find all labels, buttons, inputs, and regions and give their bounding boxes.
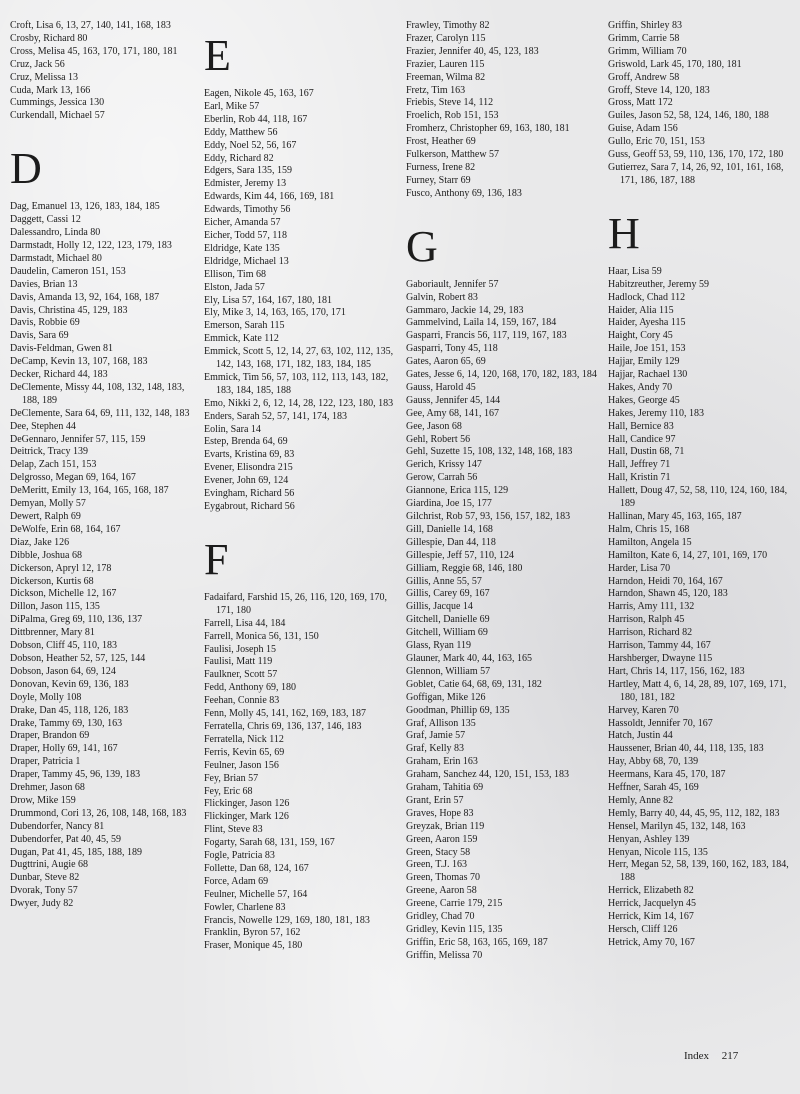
index-entry: DeClemente, Sara 64, 69, 111, 132, 148, 183 [10, 407, 190, 419]
index-entry: Graham, Erin 163 [406, 756, 478, 768]
index-entry: Davis, Sara 69 [10, 330, 69, 342]
index-entry: Guss, Geoff 53, 59, 110, 136, 170, 172, 180 [608, 149, 784, 161]
index-entry: Glennon, William 57 [406, 665, 491, 677]
index-entry: Emmick, Kate 112 [204, 333, 279, 345]
index-entry: Edwards, Kim 44, 166, 169, 181 [204, 191, 335, 203]
index-entry: Fogarty, Sarah 68, 131, 159, 167 [204, 837, 335, 849]
index-entry: Enders, Sarah 52, 57, 141, 174, 183 [204, 410, 348, 422]
index-entry: Flint, Steve 83 [204, 824, 263, 836]
index-entry: Hajjar, Rachael 130 [608, 369, 688, 381]
index-entry: Draper, Brandon 69 [10, 730, 90, 742]
index-entry: Graf, Allison 135 [406, 717, 476, 729]
index-entry: Henyan, Nicole 115, 135 [608, 846, 708, 858]
index-entry: Eygabrout, Richard 56 [204, 501, 295, 512]
index-entry: Fromherz, Christopher 69, 163, 180, 181 [406, 123, 570, 135]
index-entry: Freeman, Wilma 82 [406, 71, 486, 83]
index-entry: Dunbar, Steve 82 [10, 872, 80, 884]
index-entry: Fraser, Monique 45, 180 [204, 940, 303, 952]
index-entry: Frawley, Timothy 82 [406, 20, 490, 31]
index-entry: Davis, Robbie 69 [10, 317, 80, 329]
index-entry: Davies, Brian 13 [10, 278, 78, 290]
index-entry: Haider, Ayesha 115 [608, 317, 686, 329]
index-entry: Ellison, Tim 68 [204, 268, 266, 280]
index-entry: Eddy, Richard 82 [204, 152, 274, 164]
index-entry: Hakes, Andy 70 [608, 381, 673, 393]
index-entry: Gates, Aaron 65, 69 [406, 356, 486, 368]
index-entry: DeGennaro, Jennifer 57, 115, 159 [10, 433, 146, 445]
index-entry: Franklin, Byron 57, 162 [204, 927, 301, 939]
index-entry: Goodman, Phillip 69, 135 [406, 704, 510, 716]
index-entry: Fadaifard, Farshid 15, 26, 116, 120, 169, 170, 171, 180 [204, 591, 387, 616]
index-entry: Giardina, Joe 15, 177 [406, 498, 492, 510]
index-entry: Graf, Kelly 83 [406, 743, 465, 755]
index-entry: Greyzak, Brian 119 [406, 820, 485, 832]
index-entry: Hakes, Jeremy 110, 183 [608, 407, 704, 419]
index-entry: DeWolfe, Erin 68, 164, 167 [10, 523, 121, 535]
page-footer [684, 1050, 748, 1062]
index-entry: Gillespie, Jeff 57, 110, 124 [406, 549, 515, 561]
index-column-2 [204, 20, 402, 953]
index-entry: Delgrosso, Megan 69, 164, 167 [10, 472, 136, 484]
index-entry: Ely, Mike 3, 14, 163, 165, 170, 171 [204, 307, 346, 319]
index-entry: Hamilton, Kate 6, 14, 27, 101, 169, 170 [608, 549, 768, 561]
section-letter: D [10, 144, 42, 194]
index-entry: Fusco, Anthony 69, 136, 183 [406, 187, 522, 199]
index-entry: Griffin, Melissa 70 [406, 949, 483, 961]
index-entry: Emmick, Tim 56, 57, 103, 112, 113, 143, 182, 183, 184, 185, 188 [204, 371, 389, 396]
index-entry: Gridley, Kevin 115, 135 [406, 924, 503, 935]
index-entry: Harndon, Shawn 45, 120, 183 [608, 588, 728, 600]
index-entry: Emerson, Sarah 115 [204, 320, 285, 332]
index-entry: Darmstadt, Holly 12, 122, 123, 179, 183 [10, 239, 172, 251]
index-entry: Francis, Nowelle 129, 169, 180, 181, 183 [204, 914, 370, 926]
index-entry: Harrison, Richard 82 [608, 627, 693, 639]
index-entry: Frazier, Jennifer 40, 45, 123, 183 [406, 45, 539, 57]
index-entry: Curkendall, Michael 57 [10, 110, 105, 122]
index-entry: Demyan, Molly 57 [10, 498, 86, 510]
index-entry: Haile, Joe 151, 153 [608, 343, 686, 355]
index-entry: Grimm, William 70 [608, 45, 687, 57]
index-entry: Ferratella, Chris 69, 136, 137, 146, 183 [204, 720, 362, 732]
index-entry: Gammaro, Jackie 14, 29, 183 [406, 304, 524, 316]
index-entry: Eldridge, Michael 13 [204, 255, 289, 267]
index-entry: Gillis, Jacque 14 [406, 601, 473, 613]
index-entry: Fedd, Anthony 69, 180 [204, 682, 296, 694]
index-entry: Gill, Danielle 14, 168 [406, 523, 493, 535]
index-entry: Evener, Elisondra 215 [204, 462, 293, 474]
index-entry: Eddy, Matthew 56 [204, 126, 278, 138]
index-entry: Estep, Brenda 64, 69 [204, 436, 288, 448]
index-entry: Gee, Amy 68, 141, 167 [406, 407, 500, 419]
index-entry: Hamilton, Angela 15 [608, 536, 692, 548]
index-entry: Green, Aaron 159 [406, 833, 478, 845]
index-entry: Eicher, Todd 57, 118 [204, 229, 288, 241]
index-entry: Gitchell, Danielle 69 [406, 614, 490, 626]
index-entry: Gross, Matt 172 [608, 97, 673, 109]
index-entry: Draper, Tammy 45, 96, 139, 183 [10, 769, 141, 781]
index-entry: Hall, Candice 97 [608, 433, 676, 445]
index-entry: Gillis, Carey 69, 167 [406, 588, 490, 600]
index-entry: Gehl, Robert 56 [406, 433, 471, 445]
index-entry: Giannone, Erica 115, 129 [406, 485, 509, 497]
index-entry: Dubendorfer, Pat 40, 45, 59 [10, 833, 121, 845]
index-entry: Hemly, Barry 40, 44, 45, 95, 112, 182, 183 [608, 807, 780, 819]
index-entry: Halm, Chris 15, 168 [608, 523, 690, 535]
index-entry: Greene, Aaron 58 [406, 885, 477, 897]
index-entry: Davis-Feldman, Gwen 81 [10, 343, 114, 355]
index-entry: Herr, Megan 52, 58, 139, 160, 162, 183, 184, 188 [608, 859, 789, 884]
index-entry: Herrick, Jacquelyn 45 [608, 898, 697, 910]
index-entry: Hall, Kristin 71 [608, 472, 671, 484]
index-entry: Green, T.J. 163 [406, 859, 468, 871]
index-entry: Heermans, Kara 45, 170, 187 [608, 769, 726, 781]
index-entry: Grant, Erin 57 [406, 794, 464, 806]
index-entry: Glauner, Mark 40, 44, 163, 165 [406, 652, 532, 664]
index-entry: Goblet, Catie 64, 68, 69, 131, 182 [406, 678, 542, 690]
index-entry: Habitzreuther, Jeremy 59 [608, 278, 709, 290]
index-entry: Eberlin, Rob 44, 118, 167 [204, 113, 308, 125]
index-entry: Herrick, Kim 14, 167 [608, 911, 694, 923]
index-entry: DiPalma, Greg 69, 110, 136, 137 [10, 614, 143, 626]
index-entry: Herrick, Elizabeth 82 [608, 885, 694, 897]
index-entry: Edmister, Jeremy 13 [204, 178, 287, 190]
index-entry: Gehl, Suzette 15, 108, 132, 148, 168, 183 [406, 446, 573, 458]
index-entry: Graf, Jamie 57 [406, 730, 466, 742]
index-entry: Ferris, Kevin 65, 69 [204, 746, 285, 758]
index-entry: Harndon, Heidi 70, 164, 167 [608, 575, 723, 587]
index-entry: Frazier, Lauren 115 [406, 58, 485, 70]
index-entry: Hassoldt, Jennifer 70, 167 [608, 717, 713, 729]
index-entry: Galvin, Robert 83 [406, 291, 478, 303]
index-entry: Dickerson, Kurtis 68 [10, 575, 94, 587]
index-entry: Diaz, Jake 126 [10, 536, 70, 548]
index-column-1 [10, 20, 200, 911]
index-entry: Guiles, Jason 52, 58, 124, 146, 180, 188 [608, 110, 769, 122]
index-entry: Farrell, Monica 56, 131, 150 [204, 630, 319, 642]
index-entry: Davis, Christina 45, 129, 183 [10, 304, 128, 316]
index-entry: Harrison, Tammy 44, 167 [608, 640, 711, 652]
index-entry: Faulkner, Scott 57 [204, 669, 278, 681]
index-entry: Drummond, Cori 13, 26, 108, 148, 168, 183 [10, 807, 187, 819]
index-entry: Elston, Jada 57 [204, 281, 265, 293]
index-entry: Dugan, Pat 41, 45, 185, 188, 189 [10, 846, 142, 858]
index-entry: Fowler, Charlene 83 [204, 901, 286, 913]
index-entry: Haar, Lisa 59 [608, 265, 662, 277]
index-entry: Fretz, Tim 163 [406, 84, 466, 96]
index-entry: Haussener, Brian 40, 44, 118, 135, 183 [608, 743, 764, 755]
index-entry: Eagen, Nikole 45, 163, 167 [204, 88, 314, 99]
index-entry: Gillespie, Dan 44, 118 [406, 536, 496, 548]
index-entry: Feulner, Michelle 57, 164 [204, 888, 308, 900]
index-entry: Hartley, Matt 4, 6, 14, 28, 89, 107, 169, 171, 180, 181, 182 [608, 678, 787, 703]
index-entry: Dwyer, Judy 82 [10, 898, 74, 910]
index-entry: DeCamp, Kevin 13, 107, 168, 183 [10, 356, 148, 368]
index-entry: Donovan, Kevin 69, 136, 183 [10, 678, 129, 690]
index-entry: Goffigan, Mike 126 [406, 691, 486, 703]
index-entry: Dickson, Michelle 12, 167 [10, 588, 117, 600]
index-entry: Davis, Amanda 13, 92, 164, 168, 187 [10, 291, 160, 303]
index-entry: Heffner, Sarah 45, 169 [608, 782, 699, 794]
index-entry: Harder, Lisa 70 [608, 562, 671, 574]
index-entry: Hakes, George 45 [608, 394, 680, 406]
index-entry: Drake, Dan 45, 118, 126, 183 [10, 704, 129, 716]
index-entry: Gaboriault, Jennifer 57 [406, 278, 499, 290]
index-entry: Frost, Heather 69 [406, 136, 476, 148]
index-entry: Dickerson, Apryl 12, 178 [10, 562, 112, 574]
index-entry: Hall, Jeffrey 71 [608, 459, 671, 471]
index-entry: Ferratella, Nick 112 [204, 733, 284, 745]
index-entry: Flickinger, Jason 126 [204, 798, 290, 810]
index-entry: Hersch, Cliff 126 [608, 924, 678, 935]
index-entry: Dillon, Jason 115, 135 [10, 601, 100, 613]
index-entry: Gitchell, William 69 [406, 627, 488, 639]
index-entry: Dalessandro, Linda 80 [10, 227, 101, 239]
index-entry: Fey, Eric 68 [204, 785, 253, 797]
index-entry: Gasparri, Francis 56, 117, 119, 167, 183 [406, 330, 567, 342]
index-entry: Green, Thomas 70 [406, 872, 480, 884]
index-entry: Grimm, Carrie 58 [608, 32, 680, 44]
index-entry: Emo, Nikki 2, 6, 12, 14, 28, 122, 123, 180, 183 [204, 397, 394, 409]
index-column-3 [406, 20, 604, 963]
index-entry: Fey, Brian 57 [204, 772, 259, 784]
index-entry: Hensel, Marilyn 45, 132, 148, 163 [608, 820, 746, 832]
index-entry: Groff, Andrew 58 [608, 71, 680, 83]
index-entry: Dittbrenner, Mary 81 [10, 627, 95, 639]
index-entry: Gridley, Chad 70 [406, 911, 475, 923]
index-entry: Farrell, Lisa 44, 184 [204, 617, 286, 629]
index-entry: Dobson, Cliff 45, 110, 183 [10, 640, 117, 652]
index-entry: Draper, Patricia 1 [10, 756, 81, 768]
index-entry: Gauss, Jennifer 45, 144 [406, 394, 501, 406]
index-entry: Dee, Stephen 44 [10, 420, 76, 432]
index-entry: Force, Adam 69 [204, 875, 269, 887]
index-entry: Gasparri, Tony 45, 118 [406, 343, 498, 355]
index-entry: Greene, Carrie 179, 215 [406, 898, 503, 910]
index-entry: Hall, Bernice 83 [608, 420, 674, 432]
index-entry: Fulkerson, Matthew 57 [406, 149, 500, 161]
index-entry: Drehmer, Jason 68 [10, 782, 85, 794]
index-entry: DeClemente, Missy 44, 108, 132, 148, 183, 188, 189 [10, 381, 185, 406]
index-entry: Hallinan, Mary 45, 163, 165, 187 [608, 511, 742, 522]
index-entry: Cross, Melisa 45, 163, 170, 171, 180, 181 [10, 45, 178, 57]
index-column-4 [608, 20, 798, 950]
index-entry: Flickinger, Mark 126 [204, 811, 289, 823]
index-entry: Earl, Mike 57 [204, 100, 260, 112]
index-entry: Gilchrist, Rob 57, 93, 156, 157, 182, 183 [406, 511, 571, 522]
index-entry: Hetrick, Amy 70, 167 [608, 936, 695, 948]
index-entry: Evener, John 69, 124 [204, 475, 289, 487]
index-entry: Feehan, Connie 83 [204, 695, 280, 707]
index-entry: Dvorak, Tony 57 [10, 885, 78, 897]
index-entry: Hall, Dustin 68, 71 [608, 446, 685, 458]
section-letter: F [204, 534, 229, 584]
index-entry: Green, Stacy 58 [406, 846, 471, 858]
index-entry: DeMeritt, Emily 13, 164, 165, 168, 187 [10, 485, 169, 497]
index-entry: Faulisi, Matt 119 [204, 656, 273, 668]
index-entry: Dobson, Heather 52, 57, 125, 144 [10, 652, 146, 664]
index-entry: Eicher, Amanda 57 [204, 217, 281, 229]
index-entry: Fenn, Molly 45, 141, 162, 169, 183, 187 [204, 708, 366, 720]
index-entry: Henyan, Ashley 139 [608, 833, 690, 845]
index-entry: Glass, Ryan 119 [406, 640, 472, 652]
index-entry: Evingham, Richard 56 [204, 488, 295, 500]
index-entry: Furness, Irene 82 [406, 161, 476, 173]
index-entry: Daudelin, Cameron 151, 153 [10, 265, 126, 277]
index-entry: Hadlock, Chad 112 [608, 291, 686, 303]
index-entry: Drow, Mike 159 [10, 794, 76, 806]
index-entry: Dobson, Jason 64, 69, 124 [10, 665, 116, 677]
index-entry: Gillis, Anne 55, 57 [406, 575, 482, 587]
index-entry: Edgers, Sara 135, 159 [204, 165, 293, 177]
index-entry: Feulner, Jason 156 [204, 759, 279, 771]
index-entry: Decker, Richard 44, 183 [10, 369, 108, 381]
index-entry: Doyle, Molly 108 [10, 691, 82, 703]
index-entry: Gammelvind, Laila 14, 159, 167, 184 [406, 317, 557, 329]
index-entry: Haider, Alia 115 [608, 304, 674, 316]
index-entry: Cruz, Jack 56 [10, 58, 65, 70]
index-entry: Gutierrez, Sara 7, 14, 26, 92, 101, 161, 168, 171, 186, 187, 188 [608, 161, 784, 186]
index-entry: Griswold, Lark 45, 170, 180, 181 [608, 58, 742, 70]
index-entry: Evarts, Kristina 69, 83 [204, 449, 295, 461]
index-entry: Cummings, Jessica 130 [10, 97, 105, 109]
index-entry: Harris, Amy 111, 132 [608, 601, 695, 613]
index-entry: Faulisi, Joseph 15 [204, 643, 276, 655]
index-entry: Dugttrini, Augie 68 [10, 859, 89, 871]
index-entry: Hallett, Doug 47, 52, 58, 110, 124, 160, 184, 189 [608, 485, 788, 510]
index-entry: Griffin, Shirley 83 [608, 20, 682, 31]
index-entry: Gerich, Krissy 147 [406, 459, 482, 471]
index-entry: Deitrick, Tracy 139 [10, 446, 89, 458]
index-entry: Dag, Emanuel 13, 126, 183, 184, 185 [10, 201, 160, 213]
index-entry: Eddy, Noel 52, 56, 167 [204, 139, 297, 151]
index-entry: Croft, Lisa 6, 13, 27, 140, 141, 168, 183 [10, 20, 171, 31]
section-letter: H [608, 208, 640, 258]
index-entry: Gates, Jesse 6, 14, 120, 168, 170, 182, 183, 184 [406, 369, 597, 381]
index-entry: Froelich, Rob 151, 153 [406, 110, 499, 122]
index-entry: Ely, Lisa 57, 164, 167, 180, 181 [204, 294, 332, 306]
index-entry: Gee, Jason 68 [406, 420, 462, 432]
index-entry: Cruz, Melissa 13 [10, 71, 79, 83]
index-entry: Dibble, Joshua 68 [10, 549, 82, 561]
index-entry: Crosby, Richard 80 [10, 32, 88, 44]
index-entry: Gauss, Harold 45 [406, 381, 476, 393]
index-entry: Dewert, Ralph 69 [10, 511, 81, 522]
index-entry: Emmick, Scott 5, 12, 14, 27, 63, 102, 112, 135, 142, 143, 168, 171, 182, 183, 184, 185 [204, 346, 394, 371]
index-entry: Fogle, Patricia 83 [204, 850, 275, 862]
index-entry: Hatch, Justin 44 [608, 730, 673, 742]
index-entry: Frazer, Carolyn 115 [406, 32, 486, 44]
index-entry: Edwards, Timothy 56 [204, 204, 291, 216]
index-entry: Griffin, Eric 58, 163, 165, 169, 187 [406, 936, 548, 948]
index-entry: Gerow, Carrah 56 [406, 472, 478, 484]
index-entry: Harshberger, Dwayne 115 [608, 652, 713, 664]
index-entry: Darmstadt, Michael 80 [10, 252, 102, 264]
index-entry: Harvey, Karen 70 [608, 704, 679, 716]
index-entry: Guise, Adam 156 [608, 123, 678, 135]
index-entry: Groff, Steve 14, 120, 183 [608, 84, 710, 96]
footer-label: Index [684, 1050, 710, 1062]
index-entry: Harrison, Ralph 45 [608, 614, 685, 626]
index-entry: Eldridge, Kate 135 [204, 242, 280, 254]
index-entry: Hart, Chris 14, 117, 156, 162, 183 [608, 665, 745, 677]
index-entry: Daggett, Cassi 12 [10, 214, 81, 226]
index-entry: Drake, Tammy 69, 130, 163 [10, 717, 123, 729]
index-entry: Dubendorfer, Nancy 81 [10, 820, 105, 832]
index-entry: Furney, Starr 69 [406, 174, 471, 186]
index-entry: Gilliam, Reggie 68, 146, 180 [406, 562, 523, 574]
index-entry: Follette, Dan 68, 124, 167 [204, 862, 309, 874]
index-entry: Friebis, Steve 14, 112 [406, 97, 494, 109]
index-entry: Hemly, Anne 82 [608, 794, 674, 806]
index-entry: Haight, Cory 45 [608, 330, 673, 342]
index-entry: Draper, Holly 69, 141, 167 [10, 743, 118, 755]
index-entry: Cuda, Mark 13, 166 [10, 84, 91, 96]
page-number: 217 [721, 1050, 739, 1062]
index-entry: Delap, Zach 151, 153 [10, 459, 97, 471]
index-entry: Hajjar, Emily 129 [608, 356, 680, 368]
index-entry: Eolin, Sara 14 [204, 423, 261, 435]
index-entry: Hay, Abby 68, 70, 139 [608, 756, 699, 768]
section-letter: E [204, 31, 231, 80]
index-entry: Graham, Sanchez 44, 120, 151, 153, 183 [406, 769, 570, 781]
index-entry: Gullo, Eric 70, 151, 153 [608, 136, 705, 148]
section-letter: G [406, 221, 438, 271]
index-entry: Graham, Tahitia 69 [406, 782, 484, 794]
index-entry: Graves, Hope 83 [406, 807, 474, 819]
